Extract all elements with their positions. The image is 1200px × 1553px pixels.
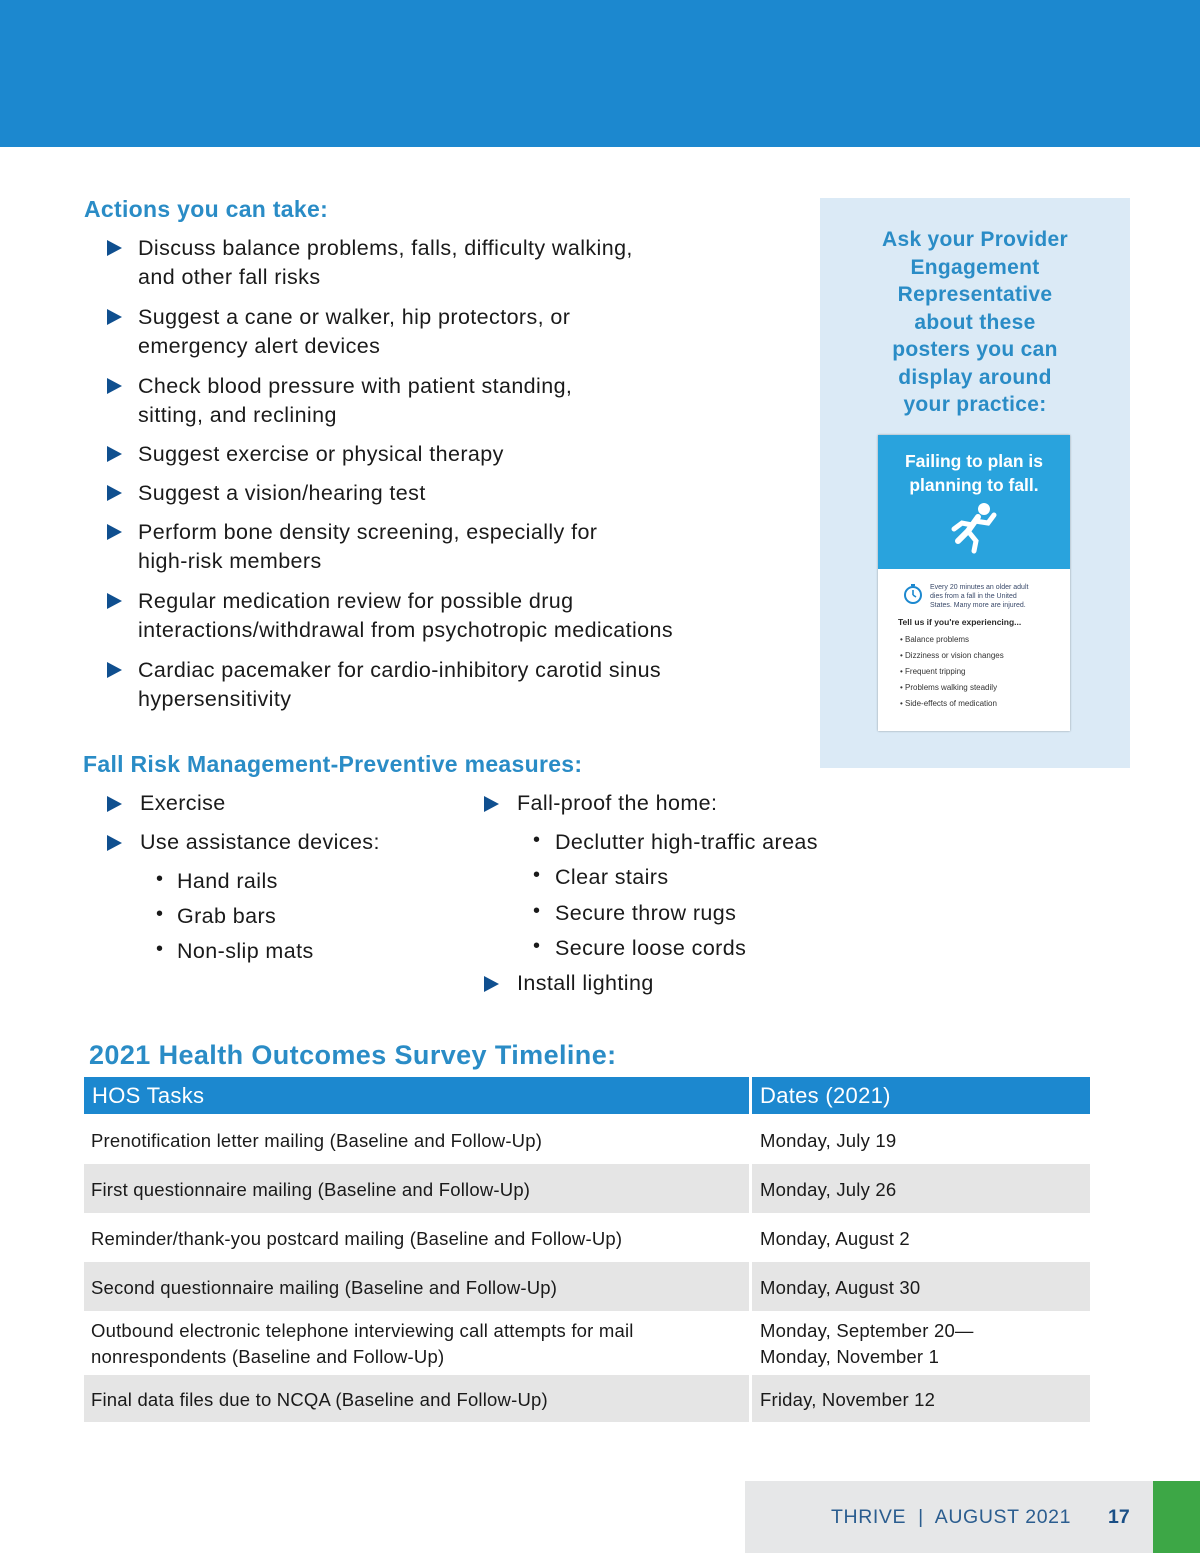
poster-headline-line: Failing to plan is	[904, 451, 1044, 471]
hos-timeline-title: 2021 Health Outcomes Survey Timeline:	[89, 1040, 617, 1070]
fall-prevention-poster	[878, 435, 1070, 731]
dot-bullet-icon: •	[533, 935, 541, 957]
list-item-line: Suggest exercise or physical therapy	[138, 442, 504, 466]
sub-list-item: Secure loose cords	[555, 936, 747, 960]
date-cell: Monday, November 1	[760, 1346, 940, 1367]
falling-person-icon	[948, 501, 1000, 557]
task-cell: Reminder/thank-you postcard mailing (Baseline and Follow-Up)	[91, 1228, 623, 1249]
sub-list-item: Clear stairs	[555, 865, 669, 889]
sub-list-item: Grab bars	[177, 904, 277, 928]
poster-stat-line: States. Many more are injured.	[930, 602, 1026, 609]
task-cell: Prenotification letter mailing (Baseline and Follow-Up)	[91, 1130, 543, 1151]
dot-bullet-icon: •	[533, 829, 541, 851]
poster-list-item: • Problems walking steadily	[900, 683, 998, 692]
triangle-bullet-icon	[107, 524, 122, 540]
actions-title: Actions you can take:	[84, 196, 329, 222]
heading-line: posters you can	[892, 338, 1058, 361]
task-cell: Outbound electronic telephone interviewing call attempts for mail	[91, 1320, 634, 1341]
dot-bullet-icon: •	[156, 868, 164, 890]
triangle-bullet-icon	[484, 976, 499, 992]
fall-risk-title: Fall Risk Management-Preventive measures:	[83, 751, 583, 777]
triangle-bullet-icon	[107, 593, 122, 609]
dot-bullet-icon: •	[156, 938, 164, 960]
triangle-bullet-icon	[107, 835, 122, 851]
task-cell: Final data files due to NCQA (Baseline and Follow-Up)	[91, 1389, 548, 1410]
list-item-devices: Use assistance devices:	[140, 830, 380, 854]
list-item-line: emergency alert devices	[138, 334, 381, 358]
sub-list-item: Declutter high-traffic areas	[555, 830, 818, 854]
triangle-bullet-icon	[107, 662, 122, 678]
task-cell: First questionnaire mailing (Baseline and Follow-Up)	[91, 1179, 531, 1200]
sub-list-item: Hand rails	[177, 869, 278, 893]
list-item-line: interactions/withdrawal from psychotropic medications	[138, 618, 674, 642]
poster-stat-line: dies from a fall in the United	[930, 593, 1017, 600]
footer-publication: THRIVE | AUGUST 2021	[831, 1506, 1072, 1528]
column-divider	[749, 1375, 752, 1422]
poster-list-item: • Dizziness or vision changes	[900, 651, 1004, 660]
list-item-line: Check blood pressure with patient standing,	[138, 374, 573, 398]
heading-line: Engagement	[910, 255, 1040, 279]
list-item-line: Cardiac pacemaker for cardio-inhibitory carotid sinus	[138, 658, 662, 682]
date-cell: Monday, September 20—	[760, 1320, 974, 1341]
stopwatch-icon	[902, 583, 924, 605]
poster-headline	[878, 449, 1070, 497]
column-divider	[749, 1262, 752, 1311]
triangle-bullet-icon	[107, 240, 122, 256]
table-header-tasks: HOS Tasks	[84, 1077, 749, 1114]
list-item-line: high-risk members	[138, 549, 322, 573]
list-item-line: Regular medication review for possible drug	[138, 589, 574, 613]
list-item-line: Suggest a vision/hearing test	[138, 481, 426, 505]
list-item-fallproof: Fall-proof the home:	[517, 791, 718, 815]
dot-bullet-icon: •	[533, 900, 541, 922]
footer-accent	[1153, 1481, 1200, 1553]
heading-line: about these	[914, 310, 1036, 334]
poster-statistic	[930, 583, 1060, 610]
header-band	[0, 0, 1200, 147]
sub-list-item: Secure throw rugs	[555, 901, 737, 925]
triangle-bullet-icon	[107, 309, 122, 325]
list-item-line: sitting, and reclining	[138, 403, 337, 427]
date-cell: Monday, July 26	[760, 1179, 897, 1200]
list-item-line: Suggest a cane or walker, hip protectors, or	[138, 305, 571, 329]
poster-stat-line: Every 20 minutes an older adult	[930, 584, 1029, 591]
list-item-line: Perform bone density screening, especially for	[138, 520, 598, 544]
date-cell: Friday, November 12	[760, 1389, 936, 1410]
sidebar-heading	[820, 226, 1130, 419]
task-cell: nonrespondents (Baseline and Follow-Up)	[91, 1346, 445, 1367]
poster-sidebar	[820, 198, 1130, 768]
sub-list-item: Non-slip mats	[177, 939, 314, 963]
poster-list-item: • Side-effects of medication	[900, 699, 997, 708]
list-item-line: hypersensitivity	[138, 687, 292, 711]
dot-bullet-icon: •	[533, 864, 541, 886]
triangle-bullet-icon	[107, 485, 122, 501]
poster-subhead: Tell us if you're experiencing...	[898, 617, 1022, 627]
heading-line: your practice:	[903, 393, 1047, 416]
date-cell: Monday, August 30	[760, 1277, 921, 1298]
heading-line: Representative	[897, 283, 1053, 306]
poster-headline-line: planning to fall.	[909, 475, 1039, 495]
triangle-bullet-icon	[107, 446, 122, 462]
list-item-exercise: Exercise	[140, 791, 226, 815]
heading-line: Ask your Provider	[882, 228, 1068, 251]
task-cell: Second questionnaire mailing (Baseline and Follow-Up)	[91, 1277, 558, 1298]
triangle-bullet-icon	[107, 378, 122, 394]
list-item-lighting: Install lighting	[517, 971, 654, 995]
triangle-bullet-icon	[107, 796, 122, 812]
dot-bullet-icon: •	[156, 903, 164, 925]
date-cell: Monday, July 19	[760, 1130, 897, 1151]
heading-line: display around	[898, 365, 1052, 389]
triangle-bullet-icon	[484, 796, 499, 812]
date-cell: Monday, August 2	[760, 1228, 910, 1249]
column-divider	[749, 1164, 752, 1213]
poster-list-item: • Frequent tripping	[900, 667, 966, 676]
table-header-dates: Dates (2021)	[752, 1077, 1090, 1114]
page-number: 17	[1108, 1506, 1130, 1528]
list-item-line: Discuss balance problems, falls, difficulty walking,	[138, 236, 633, 260]
list-item-line: and other fall risks	[138, 265, 321, 289]
poster-list-item: • Balance problems	[900, 635, 970, 644]
